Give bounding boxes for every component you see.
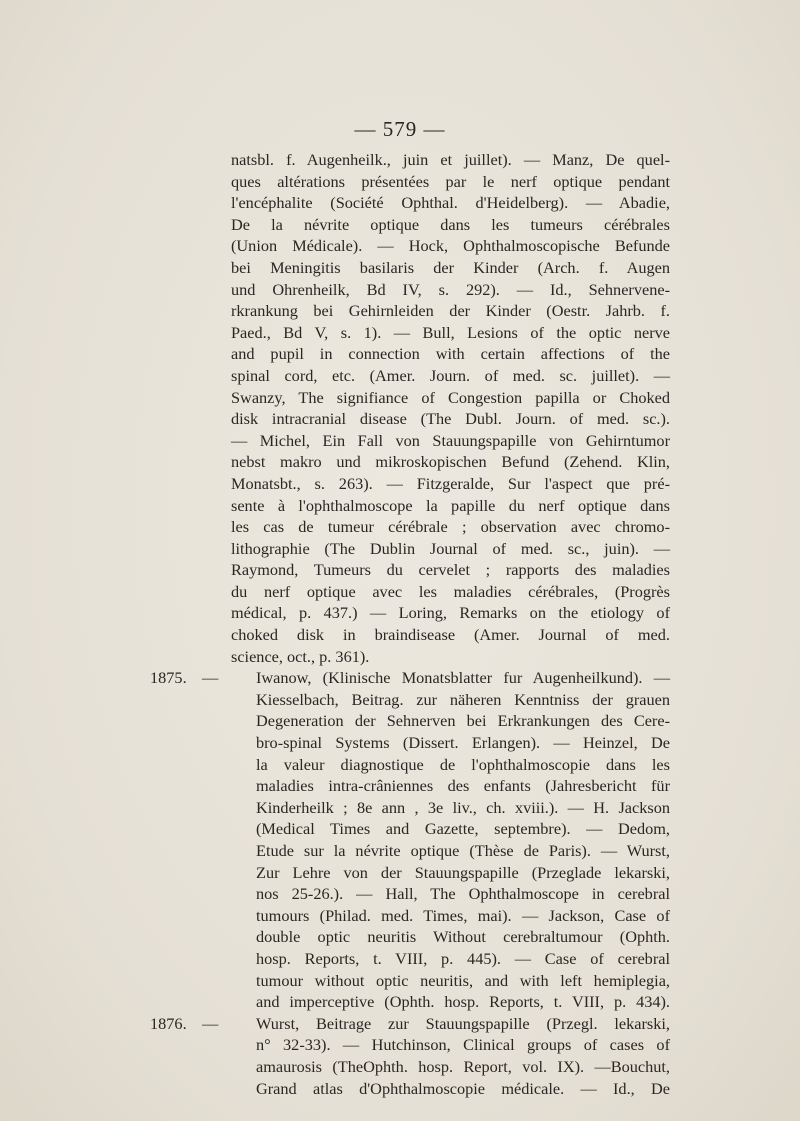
text-line: bro-spinal Systems (Dissert. Erlangen). — Heinzel, De — [256, 733, 670, 753]
bibliography-entry — [150, 667, 670, 1013]
text-line: and pupil in connection with certain affections of the — [231, 344, 670, 364]
text-line: n° 32-33). — Hutchinson, Clinical groups of cases of — [256, 1035, 670, 1055]
text-line: Monatsbt., s. 263). — Fitzgeralde, Sur l'aspect que pré- — [231, 473, 670, 493]
text-line: — Michel, Ein Fall von Stauungspapille von Gehirntumor — [231, 430, 670, 450]
year-label: 1876. — [150, 1013, 187, 1033]
text-line: und Ohrenheilk, Bd IV, s. 292). — Id., Sehnervene- — [231, 279, 670, 299]
dash: — — [202, 668, 219, 688]
text-line: Kinderheilk ; 8e ann , 3e liv., ch. xviii.). — H. Jackson — [256, 797, 670, 817]
text-line: du nerf optique avec les maladies cérébrales, (Progrès — [231, 581, 670, 601]
text-line: Raymond, Tumeurs du cervelet ; rapports des maladies — [231, 560, 670, 580]
text-line: hosp. Reports, t. VIII, p. 445). — Case of cerebral — [256, 948, 670, 968]
text-line: les cas de tumeur cérébrale ; observation avec chromo- — [231, 517, 670, 537]
text-line: disk intracranial disease (The Dubl. Journ. of med. sc.). — [231, 409, 670, 429]
text-line: médical, p. 437.) — Loring, Remarks on the etiology of — [231, 603, 670, 623]
text-line: Zur Lehre von der Stauungspapille (Przeglade lekarski, — [256, 862, 670, 882]
text-line: maladies intra-crâniennes des enfants (Jahresbericht für — [256, 776, 670, 796]
text-line: la valeur diagnostique de l'ophthalmoscopie dans les — [256, 754, 670, 774]
text-line: double optic neuritis Without cerebraltumour (Ophth. — [256, 927, 670, 947]
text-line: natsbl. f. Augenheilk., juin et juillet). — Manz, De quel- — [231, 150, 670, 169]
page-number: — 579 — — [354, 117, 446, 141]
text-line: lithographie (The Dublin Journal of med. sc., juin). — — [231, 538, 670, 558]
text-line: spinal cord, etc. (Amer. Journ. of med. sc. juillet). — — [231, 365, 670, 385]
text-line: l'encéphalite (Société Ophthal. d'Heidelberg). — Abadie, — [231, 193, 670, 213]
text-line — [150, 667, 670, 689]
text-line: tumours (Philad. med. Times, mai). — Jackson, Case of — [256, 905, 670, 925]
text-line: De la névrite optique dans les tumeurs cérébrales — [231, 214, 670, 234]
text-line: sente à l'ophthalmoscope la papille du nerf optique dans — [231, 495, 670, 515]
text-line: Degeneration der Sehnerven bei Erkrankungen des Cere- — [256, 711, 670, 731]
text-line-content: Wurst, Beitrage zur Stauungspapille (Przegl. lekarski, — [256, 1013, 670, 1033]
text-line: science, oct., p. 361). — [231, 646, 370, 666]
text-line: (Union Médicale). — Hock, Ophthalmoscopische Befunde — [231, 236, 670, 256]
text-line: ques altérations présentées par le nerf optique pendant — [231, 171, 670, 191]
bibliography-entry — [150, 149, 670, 667]
year-label: 1875. — [150, 668, 187, 688]
text-line — [150, 1013, 670, 1035]
text-line: nebst makro und mikroskopischen Befund (Zehend. Klin, — [231, 452, 670, 472]
text-line: tumour without optic neuritis, and with left hemiplegia, — [256, 970, 670, 990]
dash: — — [202, 1013, 219, 1033]
text-line: bei Meningitis basilaris der Kinder (Arch. f. Augen — [231, 257, 670, 277]
text-line: rkrankung bei Gehirnleiden der Kinder (Oestr. Jahrb. f. — [231, 301, 670, 321]
text-line-content: Iwanow, (Klinische Monatsblatter fur Augenheilkund). — — [256, 668, 670, 688]
text-line: Etude sur la névrite optique (Thèse de Paris). — Wurst, — [256, 841, 670, 860]
text-line: Grand atlas d'Ophthalmoscopie médicale. — Id., De — [256, 1078, 670, 1098]
text-line: amaurosis (TheOphth. hosp. Report, vol. IX). —Bouchut, — [256, 1056, 670, 1076]
text-line: Swanzy, The signifiance of Congestion papilla or Choked — [231, 387, 670, 407]
text-line: Kiesselbach, Beitrag. zur näheren Kenntniss der grauen — [256, 689, 670, 709]
text-line: Paed., Bd V, s. 1). — Bull, Lesions of the optic nerve — [231, 322, 670, 342]
text-line: nos 25-26.). — Hall, The Ophthalmoscope in cerebral — [256, 884, 670, 904]
text-line: (Medical Times and Gazette, septembre). — Dedom, — [256, 819, 670, 839]
bibliography-entry — [150, 1013, 670, 1099]
bibliography-text — [150, 149, 670, 1099]
text-line: and imperceptive (Ophth. hosp. Reports, t. VIII, p. 434). — [256, 992, 670, 1012]
text-line: choked disk in braindisease (Amer. Journal of med. — [231, 625, 670, 645]
